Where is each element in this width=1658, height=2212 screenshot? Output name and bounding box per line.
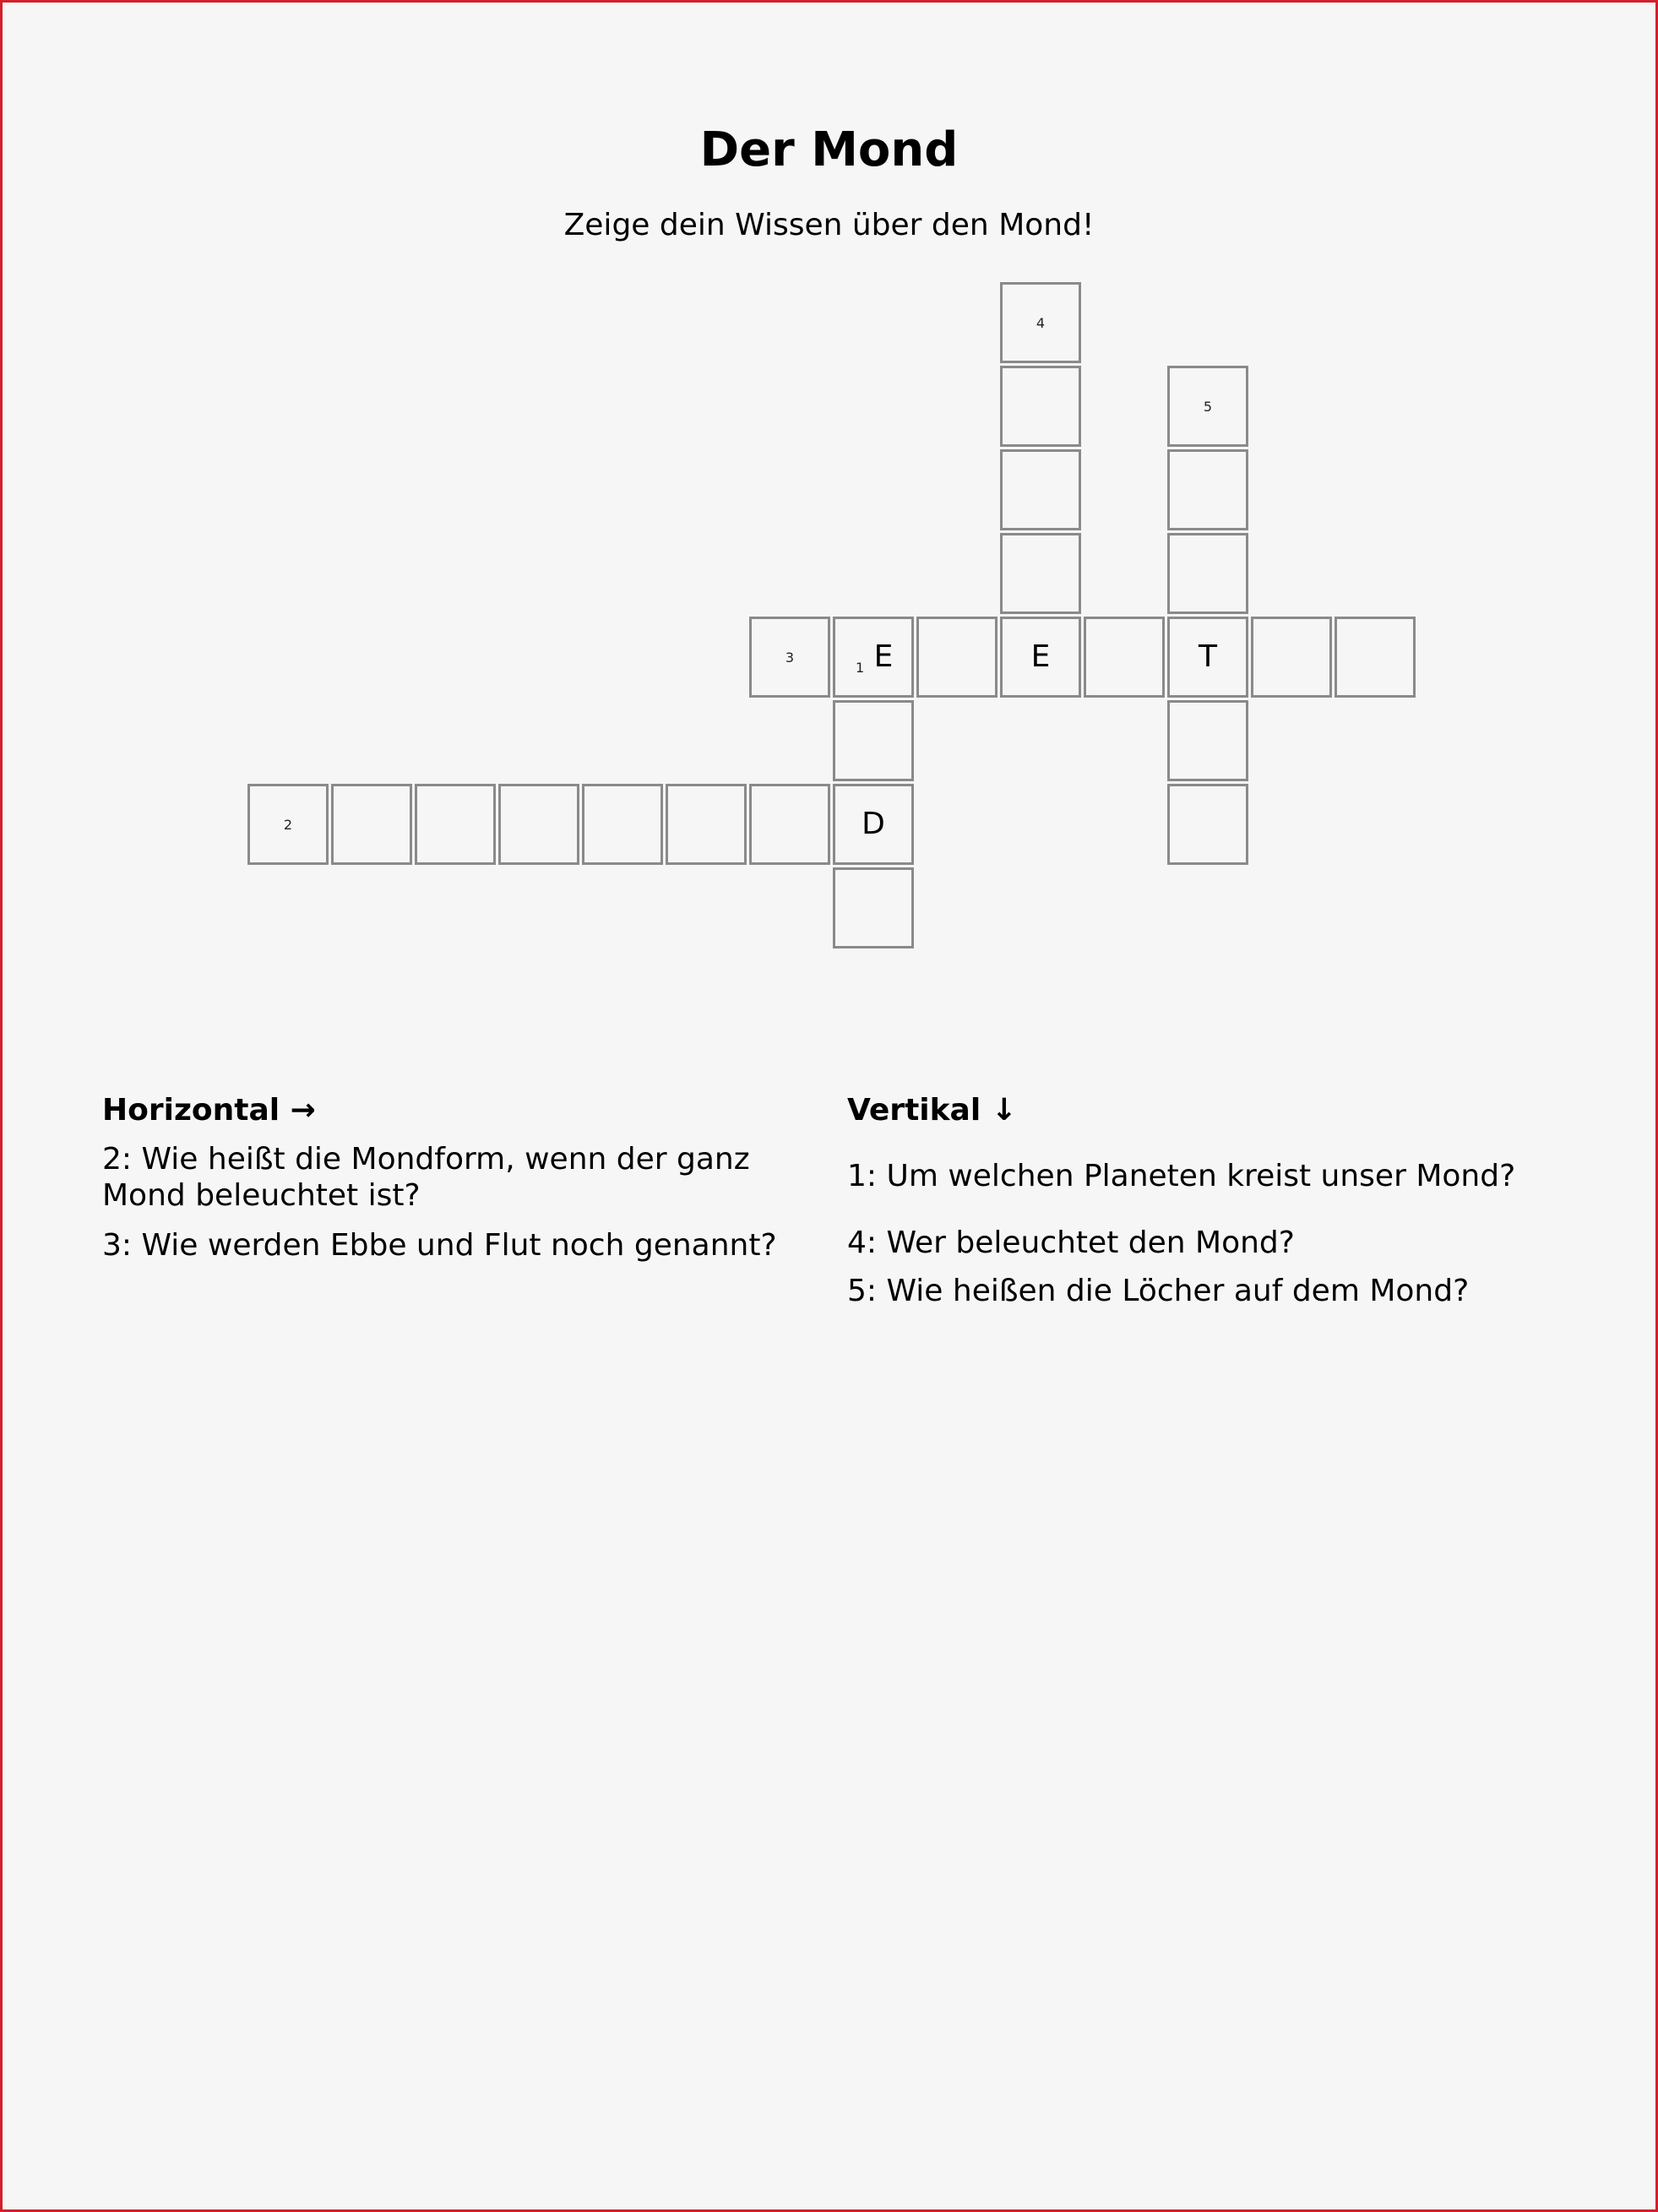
vertical-clue-1: 1: Um welchen Planeten kreist unser Mond? xyxy=(847,1159,1516,1193)
crossword-cell[interactable] xyxy=(1167,700,1248,781)
crossword-cell[interactable] xyxy=(498,784,579,865)
cell-letter: E xyxy=(873,639,894,674)
crossword-cell[interactable] xyxy=(1000,449,1081,530)
horizontal-clues xyxy=(102,1092,803,1264)
crossword-cell[interactable] xyxy=(833,784,914,865)
crossword-cell[interactable] xyxy=(1000,366,1081,447)
crossword-cell[interactable] xyxy=(833,617,914,698)
crossword-cell[interactable] xyxy=(247,784,329,865)
cell-letter: D xyxy=(862,807,885,841)
horizontal-clue-3: 3: Wie werden Ebbe und Flut noch genannt? xyxy=(102,1228,777,1263)
page-subtitle: Zeige dein Wissen über den Mond! xyxy=(563,208,1095,242)
crossword-cell[interactable] xyxy=(1167,366,1248,447)
crossword-cell[interactable] xyxy=(833,700,914,781)
crossword-cell[interactable] xyxy=(1000,617,1081,698)
page-title: Der Mond xyxy=(699,122,959,177)
horizontal-clue-2: 2: Wie heißt die Mondform, wenn der ganz Mond beleuchtet ist? xyxy=(102,1142,750,1213)
crossword-cell[interactable] xyxy=(331,784,412,865)
crossword-cell[interactable] xyxy=(415,784,496,865)
crossword-cell[interactable] xyxy=(1000,533,1081,614)
crossword-cell[interactable] xyxy=(1167,784,1248,865)
cell-letter: T xyxy=(1199,639,1217,674)
horizontal-heading: Horizontal → xyxy=(102,1093,316,1128)
vertical-clue-4: 4: Wer beleuchtet den Mond? xyxy=(847,1226,1295,1260)
vertical-clues xyxy=(847,1092,1607,1309)
crossword-cell[interactable] xyxy=(749,617,830,698)
crossword-cell[interactable] xyxy=(1084,617,1165,698)
crossword-cell[interactable] xyxy=(1167,449,1248,530)
clue-number: 4 xyxy=(1036,315,1046,331)
vertical-clue-5: 5: Wie heißen die Löcher auf dem Mond? xyxy=(847,1274,1470,1308)
clue-number: 2 xyxy=(283,817,293,833)
crossword-cell[interactable] xyxy=(1167,533,1248,614)
crossword-cell[interactable] xyxy=(666,784,747,865)
crossword-cell[interactable] xyxy=(833,867,914,948)
clue-number: 1 xyxy=(856,660,865,676)
crossword-cell[interactable] xyxy=(1000,282,1081,363)
crossword-cell[interactable] xyxy=(1251,617,1332,698)
crossword-cell[interactable] xyxy=(582,784,663,865)
crossword-cell[interactable] xyxy=(916,617,998,698)
crossword-cell[interactable] xyxy=(1335,617,1416,698)
cell-letter: E xyxy=(1030,639,1051,674)
vertical-heading: Vertikal ↓ xyxy=(847,1093,1017,1128)
clue-number: 3 xyxy=(785,649,795,666)
crossword-cell[interactable] xyxy=(1167,617,1248,698)
crossword-cell[interactable] xyxy=(749,784,830,865)
clue-number: 5 xyxy=(1203,399,1213,415)
